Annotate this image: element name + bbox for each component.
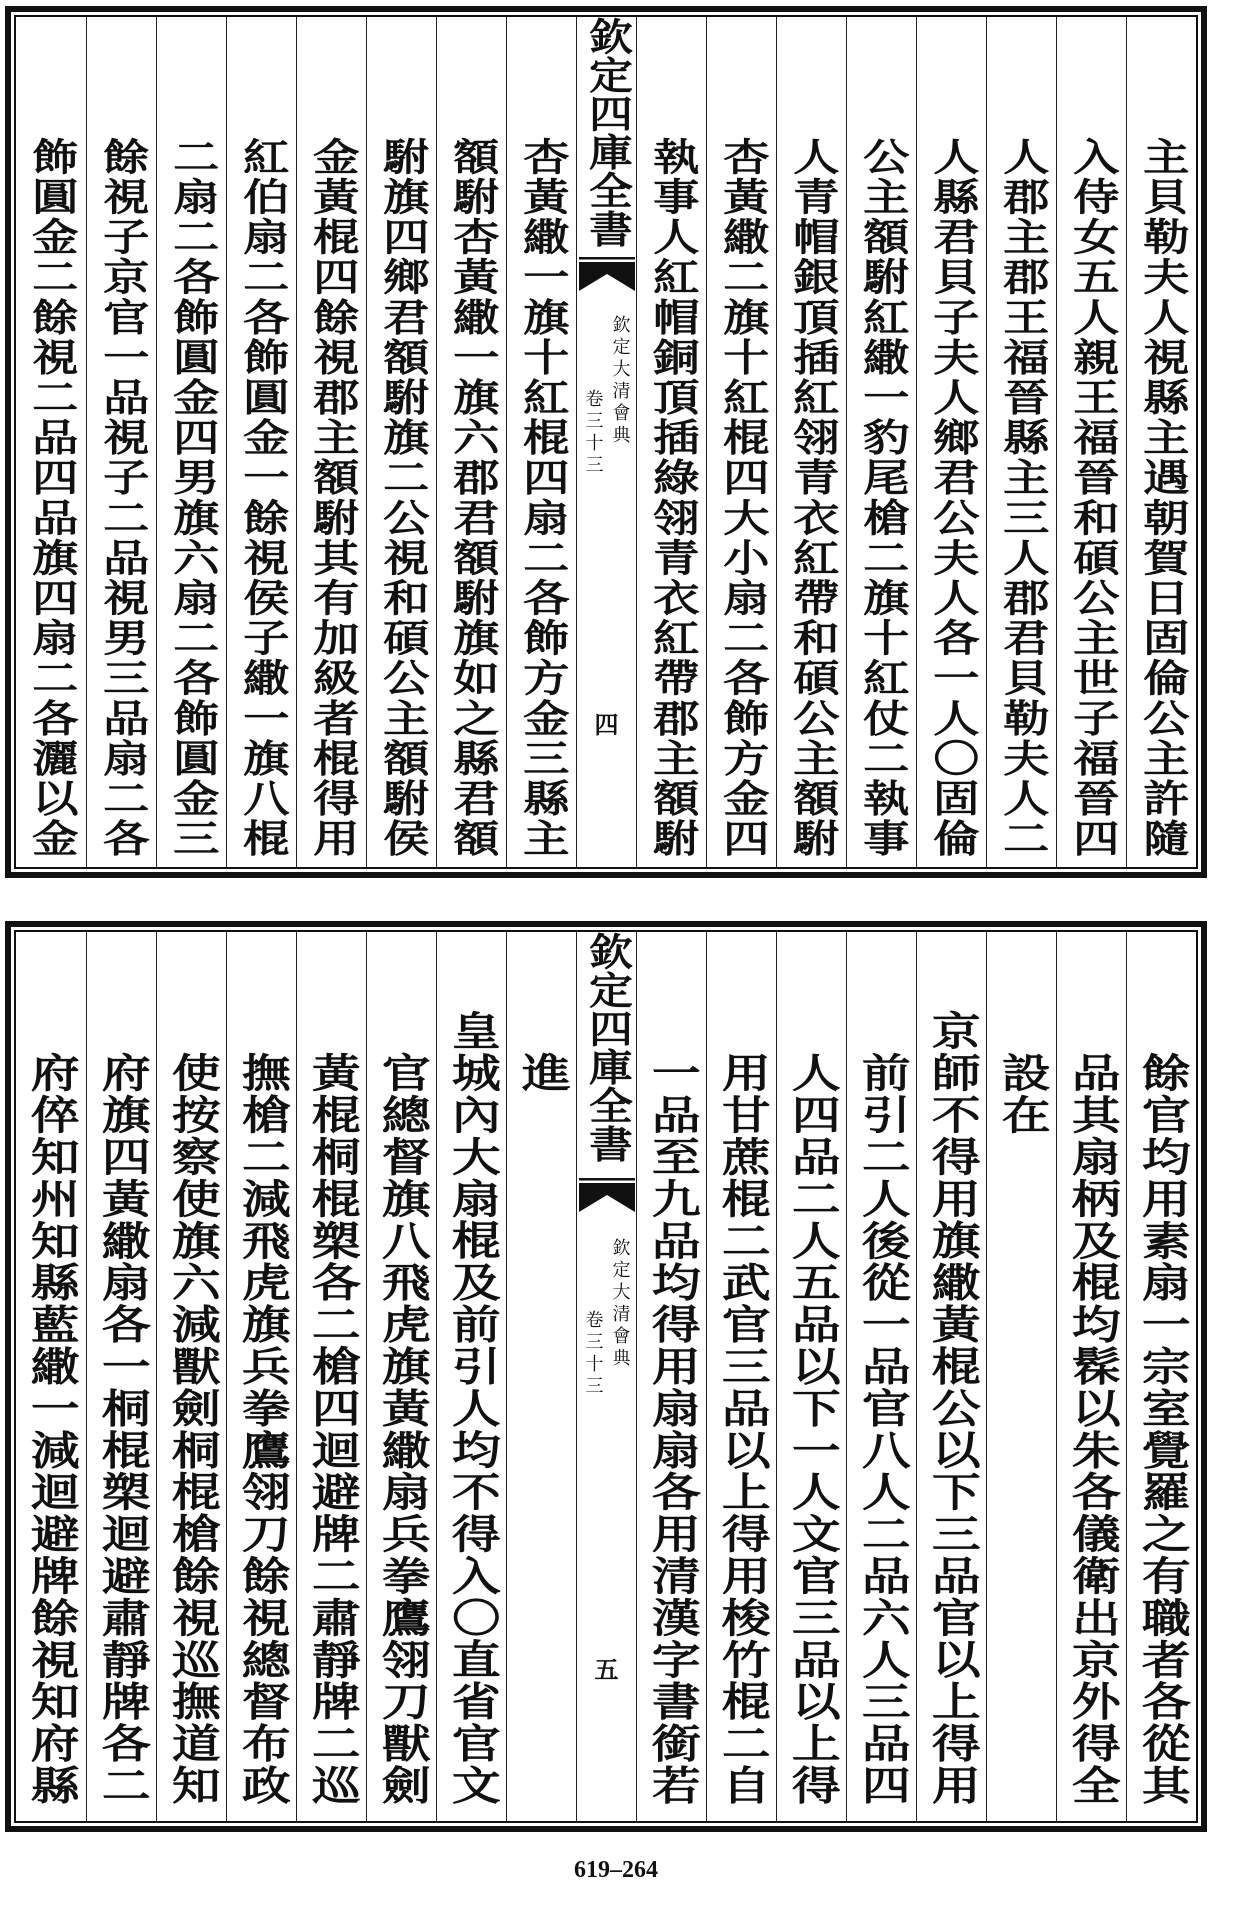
page-body	[14, 15, 1198, 869]
text-column-10	[436, 932, 506, 1821]
fishtail-ornament	[579, 257, 635, 291]
column-text: 執事人紅帽銅頂插綠翎青衣紅帶郡主額駙	[644, 137, 700, 859]
column-text: 使按察使旗六減獸劍桐棍槍餘視巡撫道知	[163, 1052, 221, 1807]
column-text: 餘視子京官一品視子二品視男三品扇二各	[94, 137, 150, 859]
text-column-12	[296, 932, 366, 1821]
text-column-1	[1126, 932, 1196, 1821]
column-text: 人青帽銀頂插紅翎青衣紅帶和碩公主額駙	[784, 137, 840, 859]
text-column-13	[226, 932, 296, 1821]
column-text: 設在	[993, 1052, 1051, 1136]
text-column-16	[16, 17, 86, 867]
volume-label: 卷三十三	[582, 389, 604, 477]
column-text: 杏黃繖二旗十紅棍四大小扇二各飾方金四	[714, 137, 770, 859]
text-column-8	[636, 17, 706, 867]
text-column-5	[846, 932, 916, 1821]
text-column-7	[706, 17, 776, 867]
text-column-5	[846, 17, 916, 867]
column-text: 金黃棍四餘視郡主額駙其有加級者棍得用	[304, 137, 360, 859]
column-text: 一品至九品均得用扇扇各用清漢字書銜若	[643, 1052, 701, 1807]
volume-label: 卷三十三	[582, 1310, 604, 1398]
column-text: 府倅知州知縣藍繖一減迴避牌餘視知府縣	[22, 1052, 81, 1807]
column-text: 人郡主郡王福晉縣主三人郡君貝勒夫人二	[994, 137, 1050, 859]
text-column-15	[86, 17, 156, 867]
text-column-11	[366, 17, 436, 867]
text-column-10	[436, 17, 506, 867]
text-column-6	[776, 932, 846, 1821]
text-column-9	[506, 17, 576, 867]
column-text: 進	[513, 1052, 571, 1094]
series-title: 欽定四庫全書	[581, 932, 633, 1163]
series-title: 欽定四庫全書	[581, 17, 633, 248]
text-column-6	[776, 17, 846, 867]
text-column-11	[366, 932, 436, 1821]
text-column-2	[1056, 932, 1126, 1821]
column-text: 入侍女五人親王福晉和碩公主世子福晉四	[1064, 137, 1120, 859]
page-number: 四	[594, 710, 619, 739]
page-number: 五	[594, 1655, 619, 1684]
text-column-8	[636, 932, 706, 1821]
text-column-15	[86, 932, 156, 1821]
column-text: 用甘蔗棍二武官三品以上得用梭竹棍二自	[713, 1052, 771, 1807]
page-center-column	[576, 17, 636, 867]
page-body	[14, 930, 1198, 1823]
text-column-3	[986, 932, 1056, 1821]
page-frame-upper	[5, 6, 1207, 878]
text-column-1	[1126, 17, 1196, 867]
column-text: 主貝勒夫人視縣主遇朝賀日固倫公主許隨	[1134, 137, 1190, 859]
column-text: 撫槍二減飛虎旗兵拳鷹翎刀餘視總督布政	[233, 1052, 291, 1807]
column-text: 餘官均用素扇一宗室覺羅之有職者各從其	[1133, 1052, 1191, 1807]
column-text: 駙旗四鄉君額駙旗二公視和碩公主額駙侯	[374, 137, 430, 859]
text-column-14	[156, 932, 226, 1821]
catalog-number: 619–264	[574, 1857, 658, 1883]
text-column-16	[16, 932, 86, 1821]
text-column-4	[916, 17, 986, 867]
text-column-7	[706, 932, 776, 1821]
column-text: 黃棍桐棍槊各二槍四迴避牌二肅靜牌二巡	[303, 1052, 361, 1807]
column-text: 品其扇柄及棍均髹以朱各儀衛出京外得全	[1063, 1052, 1121, 1807]
text-column-13	[226, 17, 296, 867]
column-text: 額駙杏黃繖一旗六郡君額駙旗如之縣君額	[444, 137, 500, 859]
column-text: 杏黃繖一旗十紅棍四扇二各飾方金三縣主	[514, 137, 570, 859]
column-text-elevated: 皇城內大扇棍及前引人均不得入〇直省官文	[443, 1010, 501, 1807]
book-title: 欽定大清會典	[609, 315, 631, 447]
column-text: 前引二人後從一品官八人二品六人三品四	[853, 1052, 911, 1807]
book-title: 欽定大清會典	[609, 1238, 631, 1370]
column-text: 官總督旗八飛虎旗黃繖扇兵拳鷹翎刀獸劍	[373, 1052, 431, 1807]
column-text: 飾圓金二餘視二品四品旗四扇二各灑以金	[24, 137, 80, 859]
text-column-9	[506, 932, 576, 1821]
page-center-column	[576, 932, 636, 1821]
column-text: 公主額駙紅繖一豹尾槍二旗十紅仗二執事	[854, 137, 910, 859]
column-text: 二扇二各飾圓金四男旗六扇二各飾圓金三	[164, 137, 220, 859]
text-column-12	[296, 17, 366, 867]
fishtail-ornament	[579, 1178, 635, 1212]
column-text: 紅伯扇二各飾圓金一餘視侯子繖一旗八棍	[234, 137, 290, 859]
text-column-4	[916, 932, 986, 1821]
text-column-2	[1056, 17, 1126, 867]
text-column-14	[156, 17, 226, 867]
text-column-3	[986, 17, 1056, 867]
column-text-elevated: 京師不得用旗繖黃棍公以下三品官以上得用	[923, 1010, 981, 1807]
column-text: 府旗四黃繖扇各一桐棍槊迴避肅靜牌各二	[93, 1052, 151, 1807]
column-text: 人縣君貝子夫人鄉君公夫人各一人〇固倫	[924, 137, 980, 859]
column-text: 人四品二人五品以下一人文官三品以上得	[783, 1052, 841, 1807]
page-frame-lower	[5, 921, 1207, 1832]
